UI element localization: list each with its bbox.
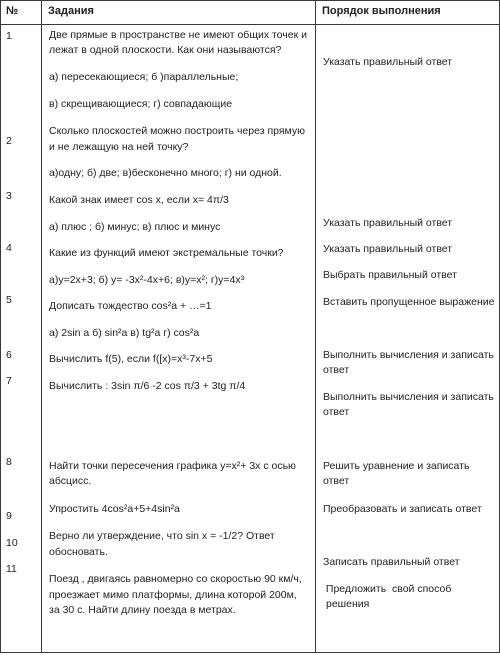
row-number-3: 3 (6, 190, 12, 202)
row-number-8: 8 (6, 456, 12, 468)
task-6-text: Вычислить f(5), если f([x)=x³-7x+5 (49, 353, 213, 365)
task-1-text-line-2: лежат в одной плоскости. Как они называются? (49, 44, 282, 56)
table-border-bottom (0, 652, 500, 653)
table-border-top (0, 0, 500, 1)
column-divider-1 (41, 0, 42, 653)
action-1: Указать правильный ответ (323, 56, 453, 68)
task-4-options: а)y=2x+3; б) y= -3x²-4x+6; в)y=x²; г)y=4x³ (49, 274, 245, 286)
action-6-line-2: ответ (323, 364, 350, 376)
task-8-text-line-2: абсцисс. (49, 475, 92, 487)
task-1-options-1: а) пересекающиеся; б )параллельные; (49, 71, 239, 83)
action-3: Указать правильный ответ (323, 217, 453, 229)
row-number-2: 2 (6, 135, 12, 147)
row-number-7: 7 (6, 375, 12, 387)
task-8-text-line-1: Найти точки пересечения графика y=x²+ 3x с осью (49, 460, 296, 472)
action-11-line-2: решения (326, 598, 370, 610)
row-number-11: 11 (6, 563, 17, 575)
row-number-10: 10 (6, 537, 18, 549)
action-4a: Указать правильный ответ (323, 243, 453, 255)
task-5-text: Дописать тождество cos²a + …=1 (49, 300, 212, 312)
task-3-options: а) плюс ; б) минус; в) плюс и минус (49, 221, 221, 233)
row-number-1: 1 (6, 30, 12, 42)
task-5-options: а) 2sin a б) sin²a в) tg²a г) cos²a (49, 327, 200, 339)
action-7-line-2: ответ (323, 406, 350, 418)
column-divider-2 (315, 0, 316, 653)
task-10-text-line-2: обосновать. (49, 546, 108, 558)
task-3-text: Какой знак имеет cos x, если x= 4π/3 (49, 194, 229, 206)
task-1-options-2: в) скрещивающиеся; г) совпадающие (49, 98, 233, 110)
task-10-text-line-1: Верно ли утверждение, что sin x = -1/2? Ответ (49, 530, 275, 542)
task-11-text-line-3: за 30 с. Найти длину поезда в метрах. (49, 604, 236, 616)
task-2-options: а)одну; б) две; в)бесконечно много; г) ни одной. (49, 167, 282, 179)
action-10: Записать правильный ответ (323, 556, 460, 568)
header-tasks: Задания (48, 5, 94, 17)
action-11-line-1: Предложить свой способ (323, 583, 452, 595)
action-4b: Выбрать правильный ответ (323, 269, 457, 281)
row-number-4: 4 (6, 242, 12, 254)
task-4-text: Какие из функций имеют экстремальные точки? (49, 247, 284, 259)
task-9-text: Упростить 4cos²a+5+4sin²a (49, 503, 180, 515)
header-order: Порядок выполнения (322, 5, 441, 17)
action-8-line-1: Решить уравнение и записать (323, 460, 470, 472)
header-divider (0, 24, 500, 25)
row-number-6: 6 (6, 349, 12, 361)
action-9: Преобразовать и записать ответ (323, 503, 482, 515)
action-8-line-2: ответ (323, 475, 350, 487)
action-6-line-1: Выполнить вычисления и записать (323, 349, 494, 361)
task-2-text-line-1: Сколько плоскостей можно построить через прямую (49, 125, 305, 137)
row-number-5: 5 (6, 294, 12, 306)
header-number: № (6, 5, 19, 17)
table-border-left (0, 0, 1, 653)
row-number-9: 9 (6, 510, 12, 522)
action-7-line-1: Выполнить вычисления и записать (323, 391, 494, 403)
task-1-text-line-1: Две прямые в пространстве не имеют общих точек и (49, 29, 307, 41)
task-11-text-line-1: Поезд , двигаясь равномерно со скоростью 90 км/ч, (49, 573, 302, 585)
task-11-text-line-2: проезжает мимо платформы, длина которой 200м, (49, 589, 297, 601)
task-7-text: Вычислить : 3sin π/6 -2 cos π/3 + 3tg π/4 (49, 380, 246, 392)
action-5: Вставить пропущенное выражение (323, 296, 495, 308)
task-2-text-line-2: и не лежащую на ней точку? (49, 141, 189, 153)
